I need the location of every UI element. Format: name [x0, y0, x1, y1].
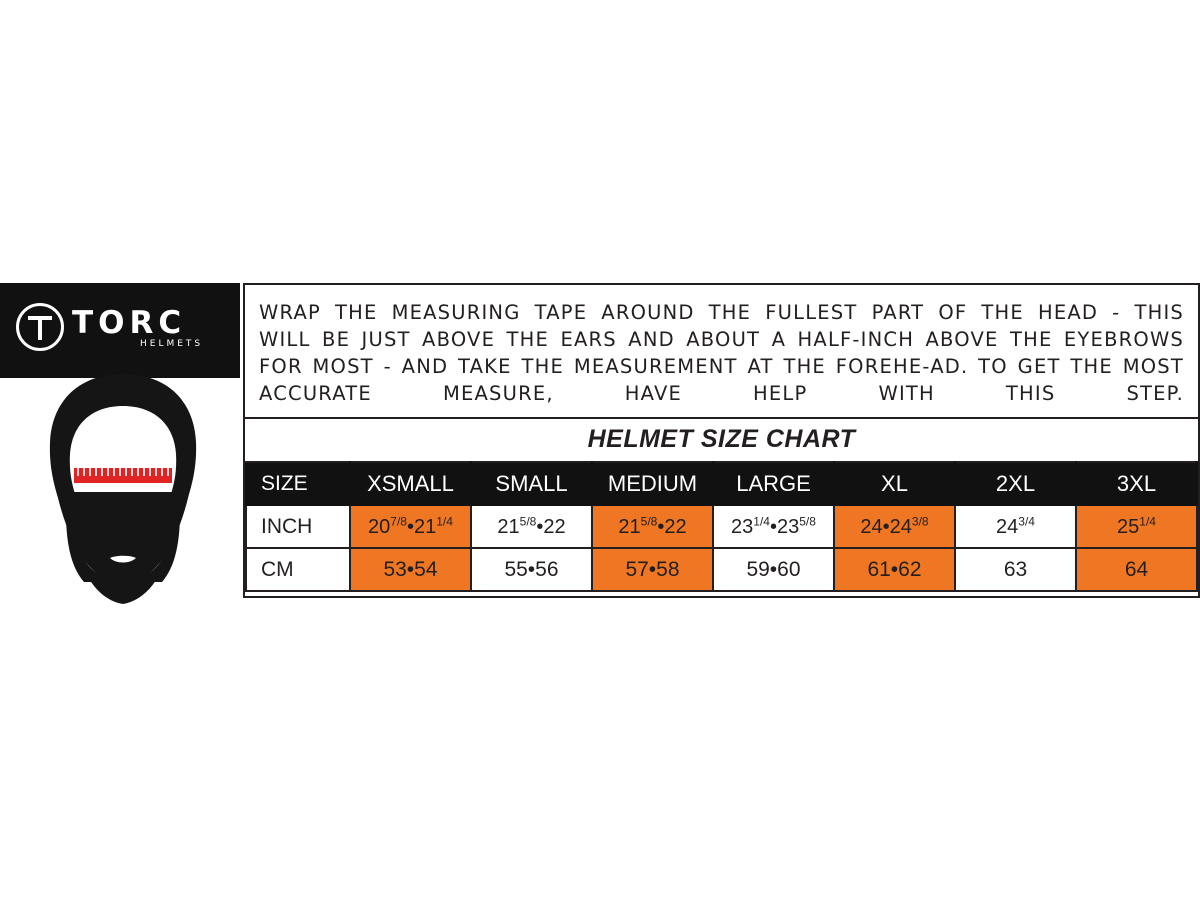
brand-block	[0, 283, 240, 378]
cell-inch-3xl: $25^{1/4}$	[1076, 505, 1197, 548]
header-large: LARGE	[713, 462, 834, 505]
cell-cm-small: 55•56	[471, 548, 592, 591]
cell-inch-small: $21^{5/8}•22$	[471, 505, 592, 548]
chart-title: HELMET SIZE CHART	[245, 417, 1198, 461]
header-small: SMALL	[471, 462, 592, 505]
cell-cm-large: 59•60	[713, 548, 834, 591]
cell-inch-large: $23^{1/4}•23^{5/8}$	[713, 505, 834, 548]
measuring-tape	[74, 468, 172, 483]
measuring-instructions: WRAP THE MEASURING TAPE AROUND THE FULLEST PART OF THE HEAD - THIS WILL BE JUST ABOVE THE EARS AND ABOUT A HALF-INCH ABOVE THE EYEBROWS FOR MOST - AND TAKE THE MEASUREMENT AT THE FOREHE-AD. TO GET THE MOST ACCURATE MEASURE, HAVE HELP WITH THIS STEP.	[259, 301, 1184, 405]
cell-inch-medium: $21^{5/8}•22$	[592, 505, 713, 548]
header-xl: XL	[834, 462, 955, 505]
header-3xl: 3XL	[1076, 462, 1197, 505]
header-size: SIZE	[246, 462, 350, 505]
brand-inner	[0, 283, 240, 378]
cell-cm-xsmall: 53•54	[350, 548, 471, 591]
brand-tagline: HELMETS	[140, 339, 204, 349]
cell-cm-2xl: 63	[955, 548, 1076, 591]
table-header-row	[246, 462, 1197, 505]
helmet-size-chart-table	[245, 461, 1198, 592]
cell-cm-medium: 57•58	[592, 548, 713, 591]
brand-name: TORC	[72, 305, 187, 341]
header-2xl: 2XL	[955, 462, 1076, 505]
header-medium: MEDIUM	[592, 462, 713, 505]
torc-circle-t-icon	[16, 303, 64, 351]
size-chart-panel	[243, 283, 1200, 598]
cell-cm-3xl: 64	[1076, 548, 1197, 591]
row-label-cm: CM	[246, 548, 350, 591]
cell-cm-xl: 61•62	[834, 548, 955, 591]
bearded-man-head-illustration	[28, 372, 218, 612]
table-row-cm	[246, 548, 1197, 591]
cell-inch-xsmall: $20^{7/8}•21^{1/4}$	[350, 505, 471, 548]
table-row-inch	[246, 505, 1197, 548]
cell-inch-xl: $24•24^{3/8}$	[834, 505, 955, 548]
header-xsmall: XSMALL	[350, 462, 471, 505]
cell-inch-2xl: $24^{3/4}$	[955, 505, 1076, 548]
row-label-inch: INCH	[246, 505, 350, 548]
